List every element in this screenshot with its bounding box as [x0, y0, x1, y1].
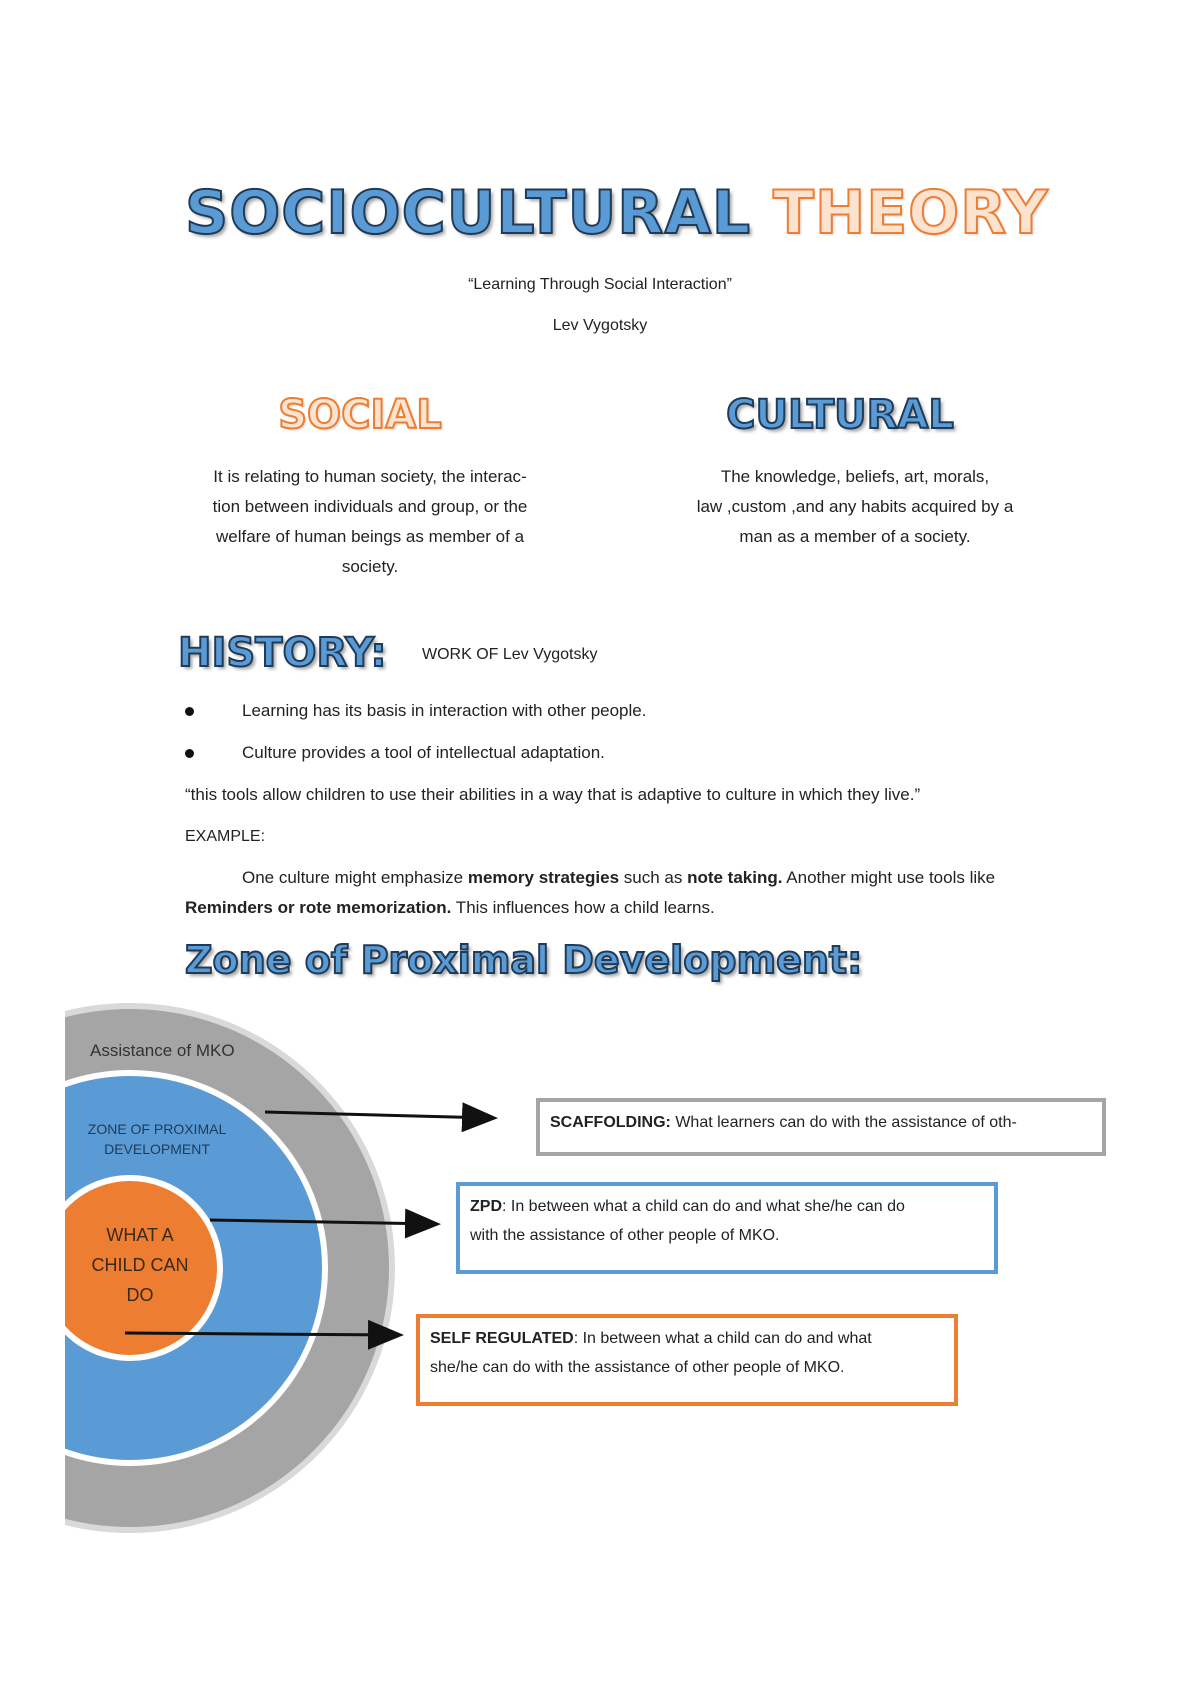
history-bullet: Learning has its basis in interaction with other people. — [242, 701, 647, 720]
zpd-diagram — [0, 1000, 1200, 1560]
scaffolding-text: What learners can do with the assistance of oth- — [670, 1114, 1017, 1131]
self-regulated-line: she/he can do with the assistance of other people of MKO. — [430, 1359, 845, 1376]
zpd-text: : In between what a child can do and what she/he can do — [502, 1198, 905, 1215]
zpd-box — [456, 1182, 998, 1274]
scaffolding-box — [536, 1098, 1106, 1156]
bullet-icon — [185, 749, 194, 758]
example-text-segment: One culture might emphasize — [242, 868, 468, 887]
scaffolding-term: SCAFFOLDING: — [550, 1114, 671, 1131]
zpd-heading: Zone of Proximal Development: — [185, 938, 863, 982]
cultural-heading: CULTURAL — [726, 392, 954, 438]
example-emphasis: memory strategies — [467, 868, 620, 887]
example-line-1 — [185, 863, 1085, 893]
history-bullet: Culture provides a tool of intellectual adaptation. — [242, 743, 605, 762]
zpd-line — [470, 1192, 984, 1221]
social-line: tion between individuals and group, or the — [212, 497, 528, 516]
bullet-icon — [185, 707, 194, 716]
self-regulated-box — [416, 1314, 958, 1406]
inner-circle-label: WHAT A — [106, 1225, 174, 1245]
example-emphasis: Reminders or rote memorization. — [185, 898, 452, 917]
self-regulated-term: SELF REGULATED — [430, 1330, 574, 1347]
inner-circle-label: CHILD CAN — [91, 1255, 189, 1275]
cultural-line: The knowledge, beliefs, art, morals, — [720, 467, 990, 486]
social-line: welfare of human beings as member of a — [215, 527, 525, 546]
inner-circle-label: DO — [126, 1285, 154, 1305]
example-text-segment: such as — [619, 868, 688, 887]
subtitle: “Learning Through Social Interaction” — [468, 276, 732, 293]
page-title — [185, 178, 1049, 248]
history-work: WORK OF Lev Vygotsky — [422, 646, 598, 663]
zpd-term: ZPD — [470, 1198, 502, 1215]
page-title-part1: SOCIOCULTURAL — [185, 178, 752, 248]
social-heading: SOCIAL — [278, 392, 442, 438]
arrow-to-self-regulated — [125, 1333, 398, 1335]
middle-ring-label: DEVELOPMENT — [104, 1141, 210, 1157]
example-emphasis: note taking. — [687, 868, 783, 887]
self-regulated-text: : In between what a child can do and what — [573, 1330, 872, 1347]
social-definition — [170, 462, 570, 582]
social-line: It is relating to human society, the interac- — [213, 467, 527, 486]
scaffolding-line — [550, 1108, 1092, 1137]
zpd-line: with the assistance of other people of MKO. — [470, 1227, 780, 1244]
example-line-2 — [185, 893, 1085, 923]
cultural-line: law ,custom ,and any habits acquired by a — [696, 497, 1014, 516]
cultural-definition — [655, 462, 1055, 552]
middle-ring-label: ZONE OF PROXIMAL — [87, 1121, 227, 1137]
cultural-line: man as a member of a society. — [739, 527, 971, 546]
example-text-segment: Another might use tools like — [782, 868, 996, 887]
example-text-segment: This influences how a child learns. — [451, 898, 715, 917]
example-text — [185, 863, 1085, 923]
self-regulated-line — [430, 1324, 944, 1353]
author: Lev Vygotsky — [552, 317, 648, 334]
history-heading: HISTORY: — [178, 630, 387, 676]
social-line: society. — [341, 557, 399, 576]
history-quote: “this tools allow children to use their abilities in a way that is adaptive to culture in which they live.” — [185, 785, 921, 804]
page-title-part2: THEORY — [773, 178, 1049, 248]
outer-ring-label: Assistance of MKO — [90, 1041, 235, 1060]
example-label: EXAMPLE: — [185, 828, 266, 845]
